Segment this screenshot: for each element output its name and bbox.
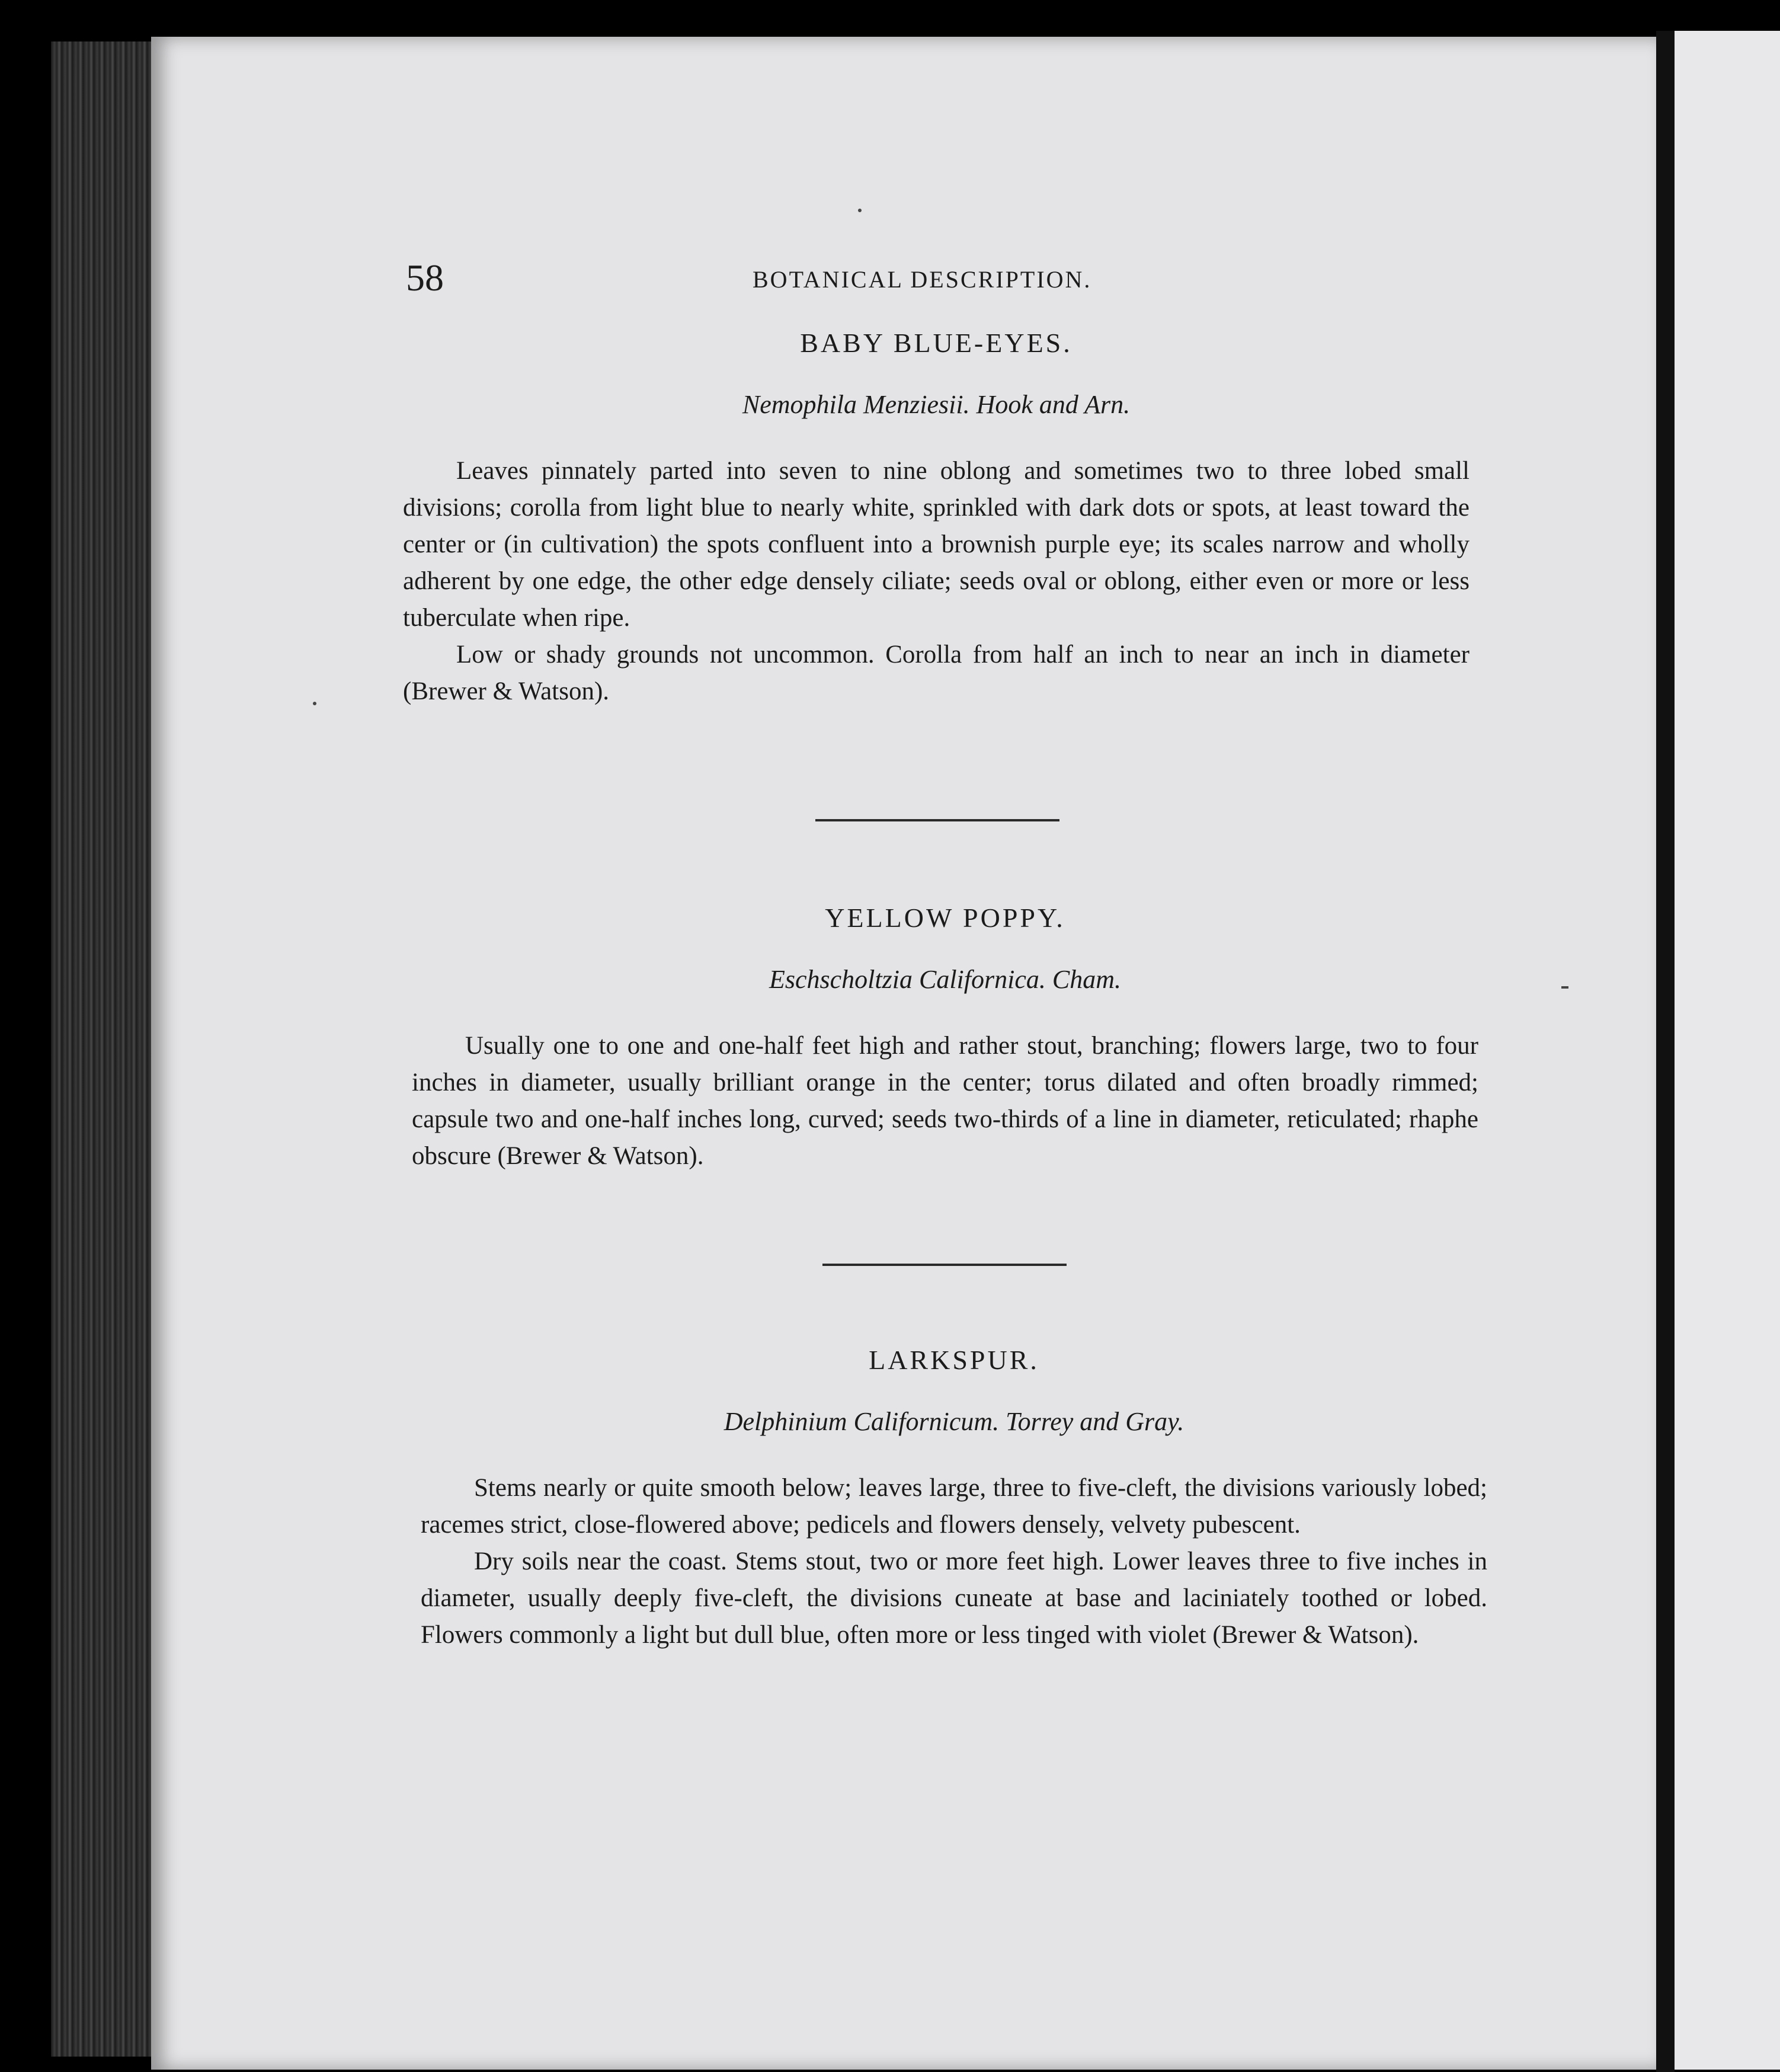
scientific-name: Delphinium Californicum. Torrey and Gray. xyxy=(723,1407,1184,1436)
scientific-name: Eschscholtzia Californica. Cham. xyxy=(769,965,1121,994)
section-divider xyxy=(815,819,1059,821)
section-heading: BABY BLUE-EYES. xyxy=(800,328,1073,358)
speck xyxy=(1561,986,1568,989)
section-baby-blue-eyes xyxy=(403,327,1470,710)
speck xyxy=(858,209,862,212)
description-paragraph: Stems nearly or quite smooth below; leaves large, three to five-cleft, the divisions variously lobed; racemes strict, close-flowered above; pedicels and flowers densely, velvety pubescent. xyxy=(421,1474,1487,1539)
description-paragraph: Leaves pinnately parted into seven to nine oblong and sometimes two to three lobed small divisions; corolla from light blue to nearly white, sprinkled with dark dots or spots, at least toward the center or (in cultivation) the spots confluent into a brownish purple eye; its scales narrow and wholly adherent by one edge, the other edge densely ciliate; seeds oval or oblong, either even or more or less tuberculate when ripe. xyxy=(403,457,1470,632)
section-heading: YELLOW POPPY. xyxy=(825,903,1065,933)
description-paragraph: Low or shady grounds not uncommon. Corolla from half an inch to near an inch in diameter (Brewer & Watson). xyxy=(403,641,1470,705)
section-yellow-poppy xyxy=(412,902,1478,1175)
description-paragraph: Usually one to one and one-half feet high and rather stout, branching; flowers large, two to four inches in diameter, usually brilliant orange in the center; torus dilated and often broadly rimmed; capsule two and one-half inches long, curved; seeds two-thirds of a line in diameter, reticulated; rhaphe obscure (Brewer & Watson). xyxy=(412,1032,1478,1170)
section-divider xyxy=(822,1264,1067,1266)
scientific-name: Nemophila Menziesii. Hook and Arn. xyxy=(742,390,1131,419)
section-heading: LARKSPUR. xyxy=(869,1345,1039,1375)
running-head: BOTANICAL DESCRIPTION. xyxy=(753,266,1092,293)
facing-page-edge xyxy=(1675,31,1780,2070)
description-paragraph: Dry soils near the coast. Stems stout, two or more feet high. Lower leaves three to five inches in diameter, usually deeply five-cleft, the divisions cuneate at base and laciniately toothed or lobed. Flowers commonly a light but dull blue, often more or less tinged with violet (Brewer & Watson). xyxy=(421,1547,1487,1649)
speck xyxy=(313,702,316,705)
page-number: 58 xyxy=(406,257,444,299)
page-gutter xyxy=(1656,31,1675,2072)
section-larkspur xyxy=(421,1344,1487,1654)
